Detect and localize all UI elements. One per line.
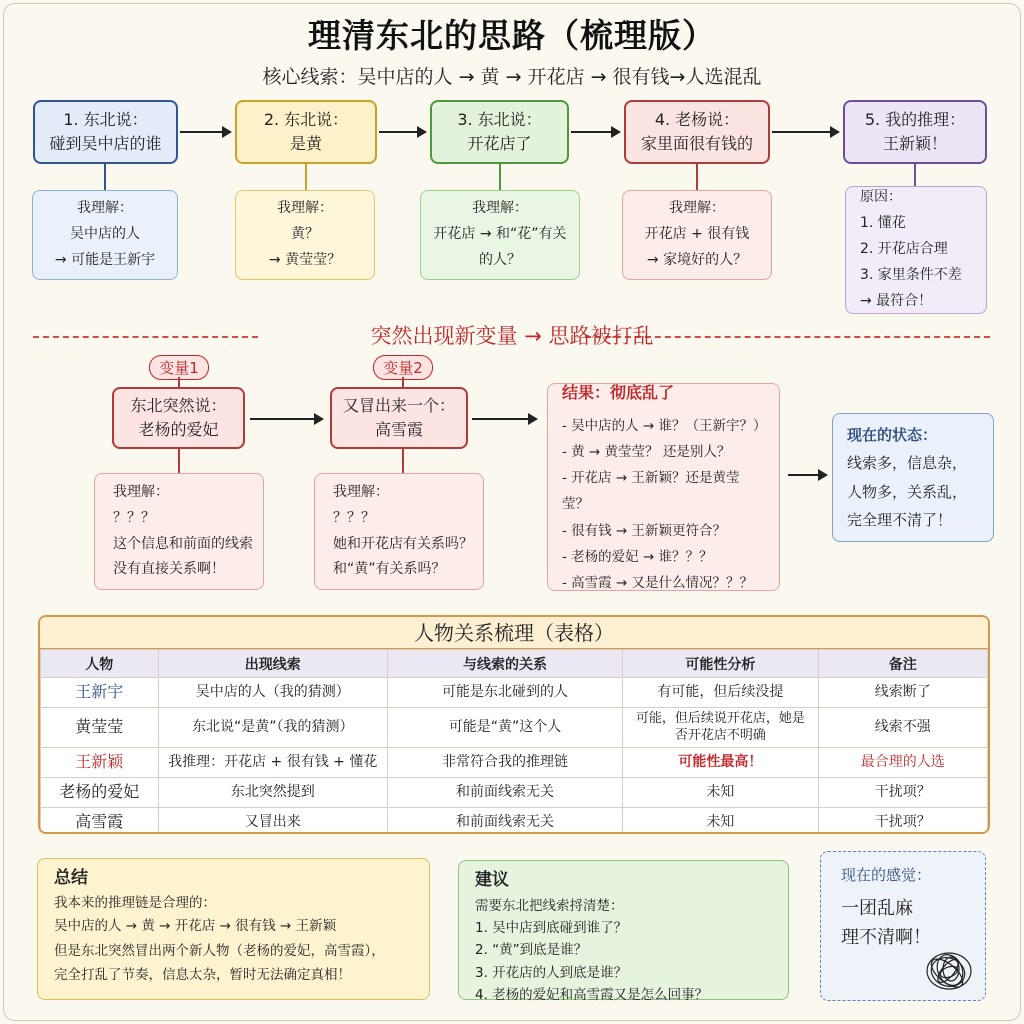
table-cell: 最合理的人选 [818, 748, 987, 778]
flow-step-1-line2: 碰到吴中店的谁 [49, 134, 162, 153]
flow-note-5 [845, 186, 987, 314]
flow-note-5-head: 原因： [860, 189, 902, 206]
tangled-scribble-icon [921, 946, 977, 996]
result-title: 结果：彻底乱了 [562, 383, 675, 403]
summary-line: 吴中店的人 → 黄 → 开花店 → 很有钱 → 王新颖 [54, 917, 337, 934]
table-grid [40, 649, 988, 834]
result-box [547, 383, 780, 591]
table-cell: 未知 [623, 808, 818, 835]
variable-2-connector [402, 449, 404, 473]
flow-note-3-line: 的人？ [479, 251, 521, 268]
table-cell: 和前面线索无关 [387, 808, 622, 835]
table-cell: 高雪霞 [41, 808, 159, 835]
advice-line: 需要东北把线索捋清楚： [475, 897, 624, 914]
table-cell: 未知 [623, 778, 818, 808]
flow-note-5-line: → 最符合！ [860, 292, 933, 309]
table-cell: 东北说“是黄”（我的猜测） [158, 708, 387, 748]
flow-step-2-line1: 2. 东北说： [263, 110, 349, 129]
variable-1-note-line: 这个信息和前面的线索 [113, 535, 253, 552]
variable-2-note-line: 和“黄”有关系吗？ [333, 561, 446, 578]
result-line: - 黄 → 黄莹莹？ 还是别人？ [562, 443, 731, 460]
flow-note-1-line: → 可能是王新宇 [54, 251, 156, 268]
flow-step-3 [430, 100, 569, 164]
table-cell: 干扰项？ [818, 778, 987, 808]
table-title: 人物关系梳理（表格） [40, 617, 988, 649]
variable-1-note-head: 我理解： [113, 483, 169, 500]
result-line: - 高雪霞 → 又是什么情况？？？ [562, 575, 754, 592]
table-row [41, 748, 988, 778]
table-cell: 又冒出来 [158, 808, 387, 835]
summary-line: 我本来的推理链是合理的： [54, 894, 216, 911]
flow-step-5 [843, 100, 987, 164]
flow-note-1-line: 吴中店的人 [70, 226, 140, 243]
arrow-var1-var2 [250, 418, 322, 420]
table-cell: 线索不强 [818, 708, 987, 748]
table-cell: 黄莹莹 [41, 708, 159, 748]
table-header-row [41, 650, 988, 678]
variable-1-connector [178, 449, 180, 473]
advice-title: 建议 [475, 870, 509, 890]
status-line: 人物多，关系乱， [847, 482, 968, 501]
connector-4 [696, 164, 698, 190]
table-cell: 可能是“黄”这个人 [387, 708, 622, 748]
variable-1-line1: 东北突然说： [130, 396, 227, 415]
table-row [41, 708, 988, 748]
page-title: 理清东北的思路（梳理版） [308, 16, 716, 55]
tag-connector-1 [178, 377, 180, 387]
variable-2-note-line: 她和开花店有关系吗？ [333, 535, 473, 552]
table-cell: 可能性最高！ [623, 748, 818, 778]
flow-step-4-line2: 家里面很有钱的 [640, 134, 753, 153]
flow-note-2-line: 黄？ [291, 226, 319, 243]
flow-step-2 [235, 100, 377, 164]
table-cell: 我推理：开花店 + 很有钱 + 懂花 [158, 748, 387, 778]
variable-1-line2: 老杨的爱妃 [138, 420, 219, 439]
arrow-result-status [788, 474, 826, 476]
feeling-line: 一团乱麻 [841, 898, 913, 919]
variable-1-note [94, 473, 264, 590]
table-header: 备注 [818, 650, 987, 678]
status-line: 线索多，信息杂， [847, 454, 968, 472]
summary-line: 完全打乱了节奏，信息太杂，暂时无法确定真相！ [54, 967, 351, 983]
table-header: 人物 [41, 650, 159, 678]
feeling-title: 现在的感觉： [841, 866, 932, 884]
flow-note-4 [622, 190, 772, 280]
table-cell: 干扰项？ [818, 808, 987, 835]
table-cell: 有可能，但后续没提 [623, 678, 818, 708]
result-line: - 吴中店的人 → 谁？（王新宇？） [562, 417, 767, 434]
table-row [41, 778, 988, 808]
flow-step-3-line1: 3. 东北说： [457, 110, 542, 129]
change-section-title: 突然出现新变量 → 思路被打乱 [370, 324, 654, 348]
tag-connector-2 [402, 377, 404, 387]
result-line: - 开花店 → 王新颖？还是黄莹莹？ [562, 470, 740, 513]
flow-step-1 [33, 100, 178, 164]
variable-2-box [330, 387, 468, 449]
flow-note-3-head: 我理解： [472, 200, 528, 217]
connector-1 [104, 164, 106, 190]
arrow-2-3 [379, 131, 425, 133]
variable-2-line2: 高雪霞 [374, 420, 423, 439]
flow-note-4-head: 我理解： [669, 200, 725, 217]
result-line: - 很有钱 → 王新颖更符合？ [562, 522, 727, 539]
variable-1-note-line: ？？？ [113, 509, 155, 526]
variable-1-note-line: 没有直接关系啊！ [113, 561, 225, 578]
arrow-var2-result [472, 418, 536, 420]
connector-3 [499, 164, 501, 190]
flow-step-4 [624, 100, 770, 164]
advice-line: 2. “黄”到底是谁？ [475, 942, 588, 959]
flow-step-1-line1: 1. 东北说： [63, 110, 148, 129]
result-line: - 老杨的爱妃 → 谁？？？ [562, 549, 713, 566]
flow-note-1 [32, 190, 178, 280]
table-cell: 东北突然提到 [158, 778, 387, 808]
flow-note-2 [235, 190, 375, 280]
status-line: 完全理不清了！ [847, 511, 953, 529]
summary-line: 但是东北突然冒出两个新人物（老杨的爱妃，高雪霞）， [54, 943, 385, 960]
variable-2-note-line: ？？？ [333, 509, 375, 526]
variable-2-note-head: 我理解： [333, 483, 389, 500]
flow-note-4-line: 开花店 + 很有钱 [644, 226, 750, 243]
advice-line: 3. 开花店的人到底是谁？ [475, 964, 628, 981]
advice-line: 1. 吴中店到底碰到谁了？ [475, 920, 628, 937]
flow-step-4-line1: 4. 老杨说： [654, 110, 740, 129]
advice-box [458, 860, 789, 1003]
flow-note-4-line: → 家境好的人？ [646, 251, 748, 268]
status-title: 现在的状态： [847, 425, 938, 444]
table-cell: 可能是东北碰到的人 [387, 678, 622, 708]
variable-2-line1: 又冒出来一个： [342, 396, 455, 415]
table-cell: 和前面线索无关 [387, 778, 622, 808]
flow-note-5-line: 2. 开花店合理 [860, 241, 948, 258]
flow-note-2-line: → 黄莹莹？ [268, 251, 342, 268]
variable-2-tag: 变量2 [373, 355, 433, 380]
arrow-1-2 [180, 131, 230, 133]
table-cell: 线索断了 [818, 678, 987, 708]
variable-1-tag: 变量1 [149, 355, 209, 380]
advice-line: 4. 老杨的爱妃和高雪霞又是怎么回事？ [475, 986, 709, 1003]
arrow-3-4 [571, 131, 619, 133]
summary-box [37, 858, 430, 1000]
relationship-table [38, 615, 990, 834]
feeling-line: 理不清啊！ [841, 926, 931, 948]
page-subtitle: 核心线索：吴中店的人 → 黄 → 开花店 → 很有钱→人选混乱 [262, 66, 762, 88]
connector-5 [914, 164, 916, 186]
status-box [832, 413, 994, 542]
flow-note-1-head: 我理解： [77, 200, 133, 217]
flow-note-3 [420, 190, 580, 280]
table-cell: 王新宇 [41, 678, 159, 708]
flow-note-2-head: 我理解： [277, 200, 333, 217]
table-header: 出现线索 [158, 650, 387, 678]
flow-step-5-line2: 王新颖！ [882, 134, 947, 153]
summary-title: 总结 [54, 868, 88, 888]
variable-1-box [112, 387, 245, 449]
flow-step-2-line2: 是黄 [289, 134, 322, 153]
flow-step-3-line2: 开花店了 [467, 134, 532, 153]
table-row [41, 678, 988, 708]
table-cell: 吴中店的人（我的猜测） [158, 678, 387, 708]
arrow-4-5 [772, 131, 838, 133]
table-cell: 王新颖 [41, 748, 159, 778]
flow-note-3-line: 开花店 → 和“花”有关 [433, 226, 567, 243]
table-cell: 老杨的爱妃 [41, 778, 159, 808]
table-cell: 非常符合我的推理链 [387, 748, 622, 778]
flow-step-5-line1: 5. 我的推理： [864, 110, 966, 129]
table-cell: 可能，但后续说开花店，她是否开花店不明确 [623, 708, 818, 748]
variable-2-note [314, 473, 484, 590]
flow-note-5-line: 3. 家里条件不差 [860, 266, 962, 283]
flow-note-5-line: 1. 懂花 [860, 215, 906, 232]
connector-2 [305, 164, 307, 190]
feeling-box [820, 851, 986, 1001]
table-row [41, 808, 988, 835]
table-header: 可能性分析 [623, 650, 818, 678]
table-header: 与线索的关系 [387, 650, 622, 678]
